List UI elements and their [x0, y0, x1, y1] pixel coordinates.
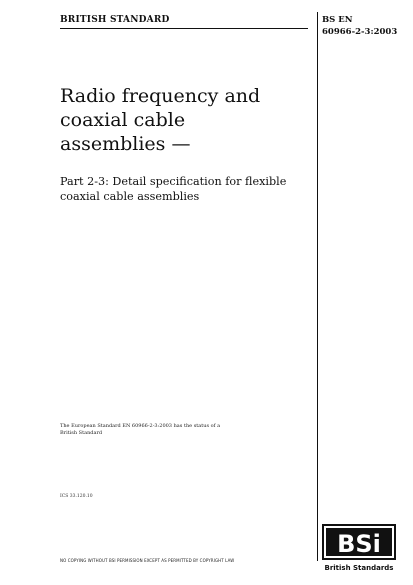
status-statement	[60, 423, 280, 437]
logo-text: BSi	[337, 530, 381, 558]
standard-code-line2: 60966-2-3:2003	[322, 27, 398, 37]
title-line: coaxial cable	[60, 109, 186, 131]
status-line: British Standard	[60, 430, 103, 436]
subtitle-line: Part 2-3: Detail specification for flexible	[60, 175, 287, 188]
logo-caption: British Standards	[324, 564, 394, 572]
document-title	[60, 84, 310, 156]
standard-code-line1: BS EN	[322, 15, 353, 25]
subtitle-line: coaxial cable assemblies	[60, 190, 200, 203]
title-line: Radio frequency and	[60, 85, 261, 107]
header-rule	[60, 28, 308, 29]
ics-code: ICS 33.120.10	[60, 494, 93, 499]
bsi-logo-icon	[318, 520, 400, 564]
document-subtitle	[60, 174, 310, 204]
vertical-rule	[317, 12, 318, 561]
copyright-notice: NO COPYING WITHOUT BSI PERMISSION EXCEPT AS PERMITTED BY COPYRIGHT LAW	[60, 558, 235, 563]
title-line: assemblies —	[60, 133, 191, 155]
brand-label: BRITISH STANDARD	[60, 15, 170, 25]
status-line: The European Standard EN 60966-2-3:2003 has the status of a	[60, 423, 221, 429]
standard-code	[322, 14, 397, 38]
